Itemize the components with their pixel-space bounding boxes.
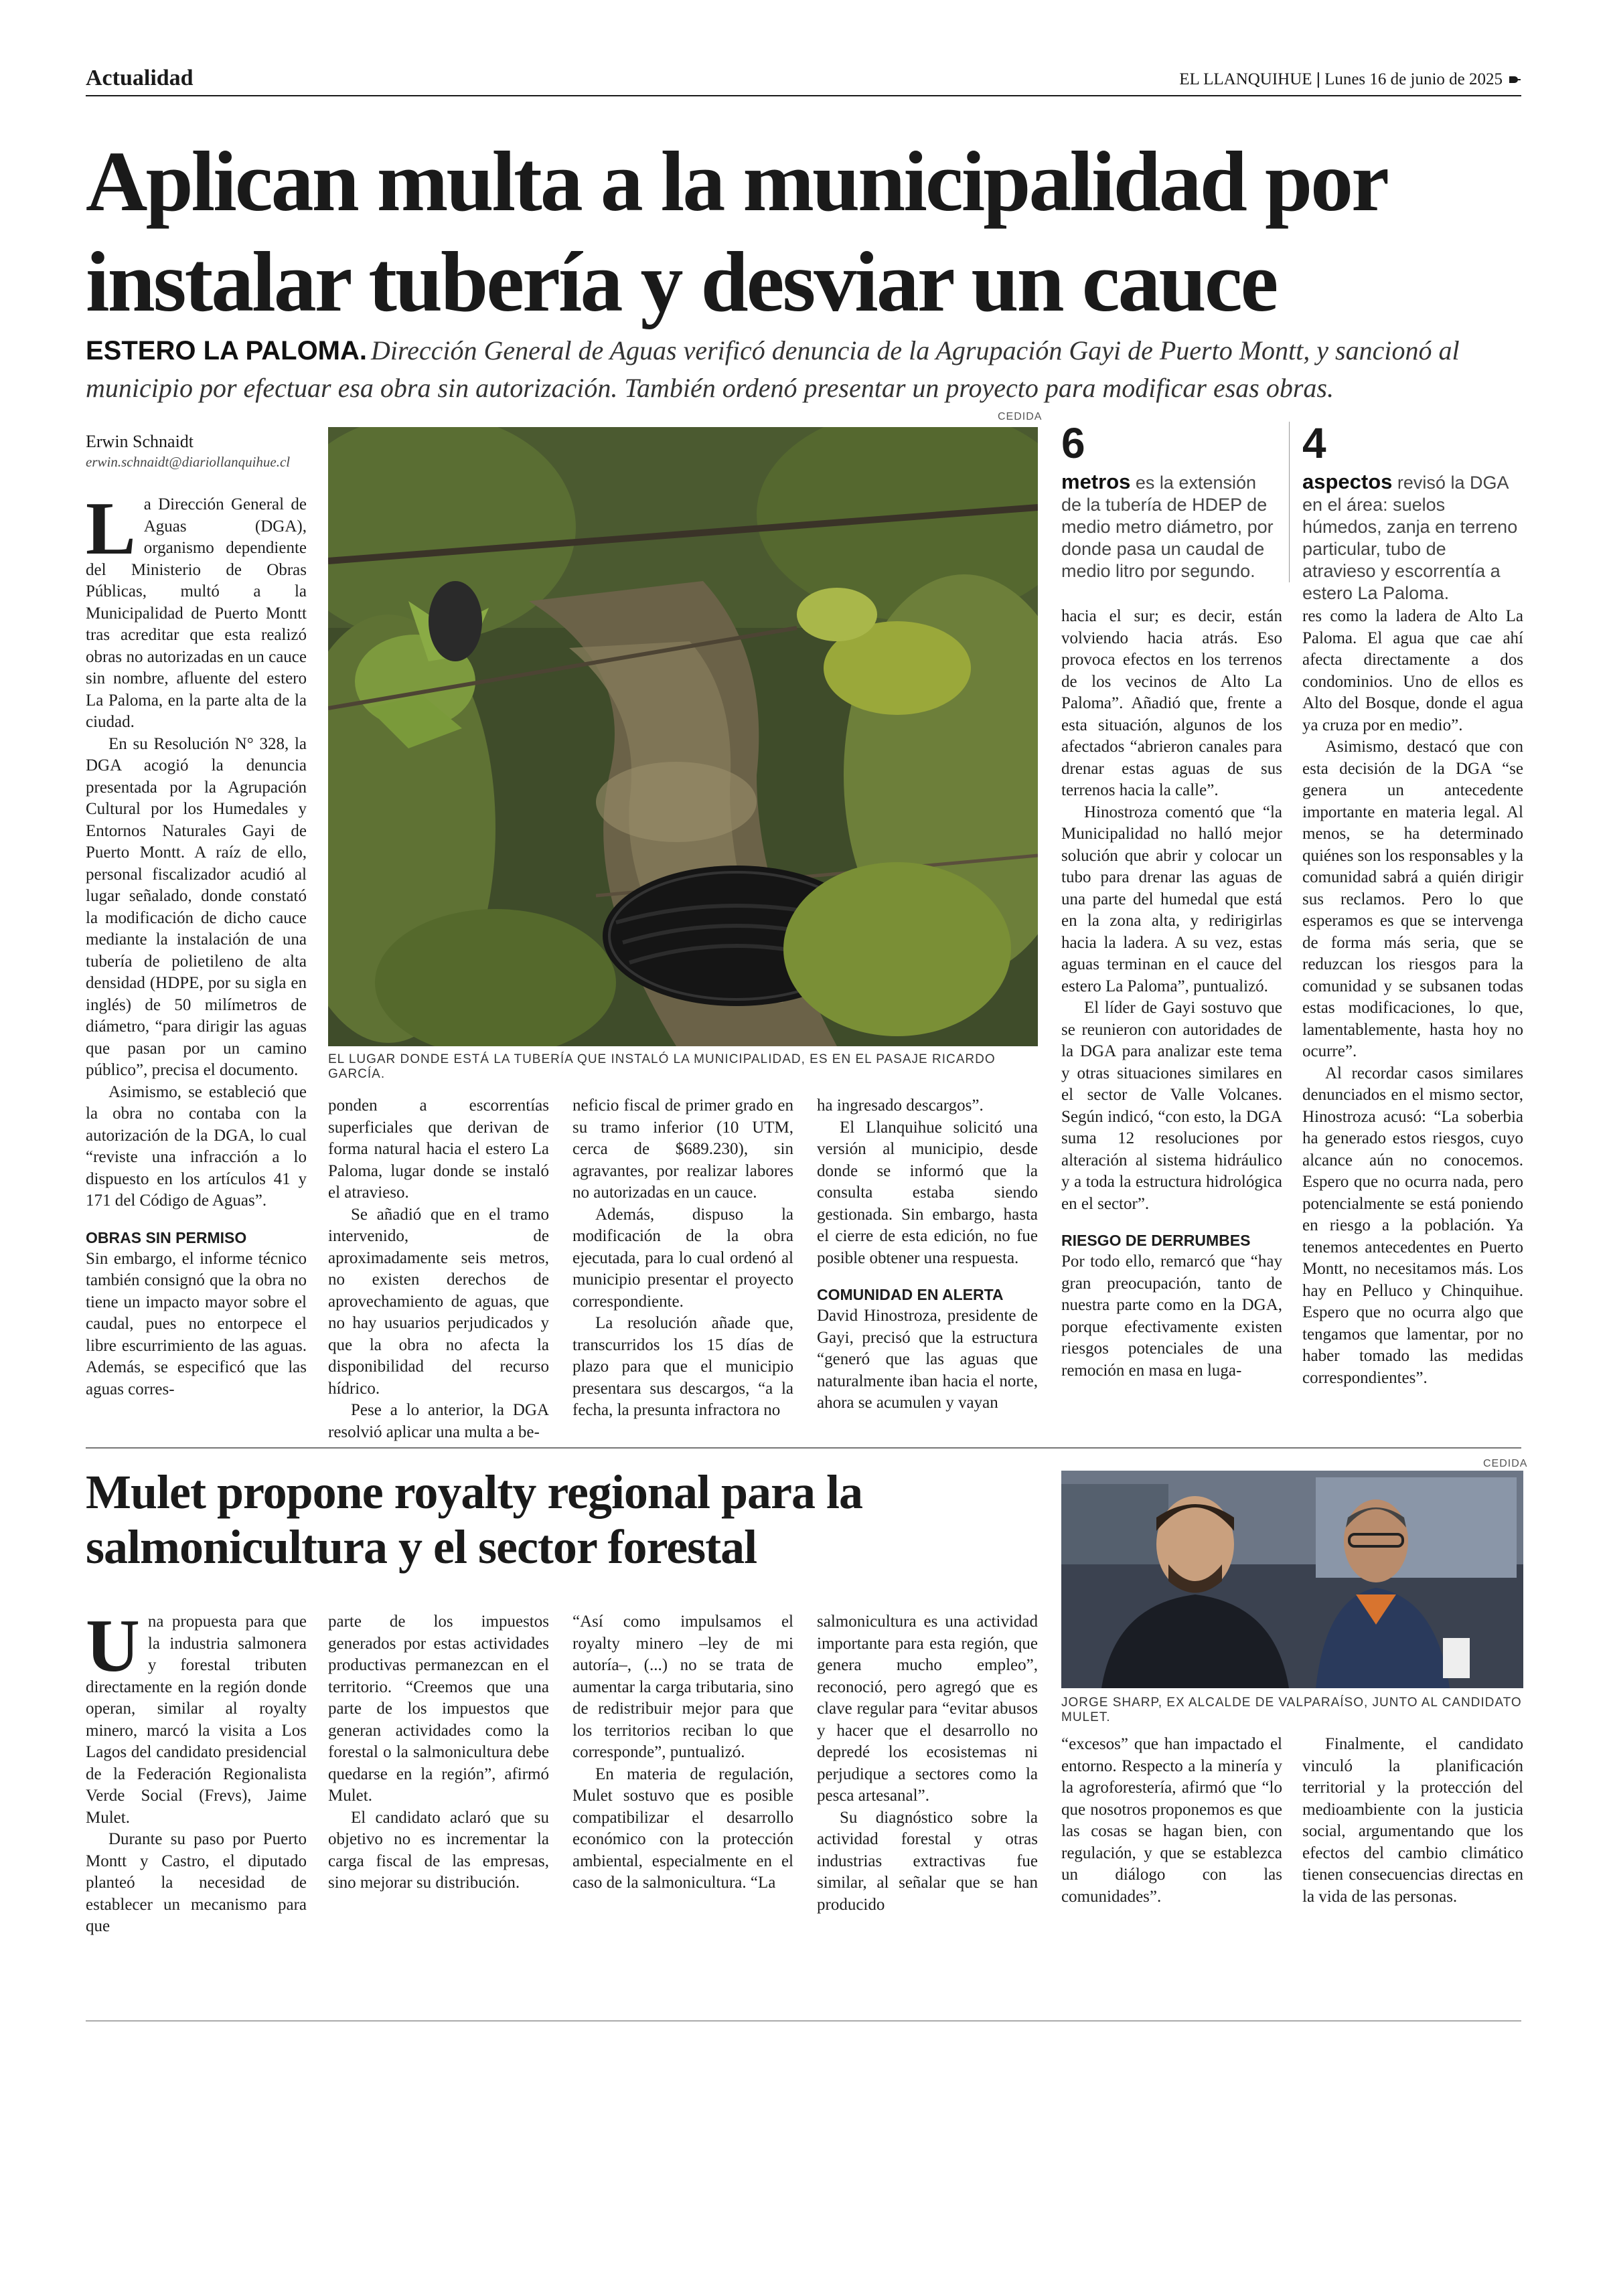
masthead: EL LLANQUIHUE | Lunes 16 de junio de 2025 [1179,70,1521,89]
author-email[interactable]: erwin.schnaidt@diariollanquihue.cl [86,454,291,470]
article2-column-6 [1302,1734,1523,1908]
newspaper-name: EL LLANQUIHUE [1179,70,1312,88]
paragraph: Asimismo, se estableció que la obra no contaba con la autorización de la DGA, lo cual “reviste una infracción a lo dispuesto en los artículos 41 y 171 del Código de Aguas”. [86,1082,307,1210]
paragraph: res como la ladera de Alto La Paloma. El agua que cae ahí afecta directamente a dos condominios. Uno de ellos es Alto del Bosque, donde el agua ya cruza por en medio”. [1302,607,1523,734]
stat-unit: metros [1061,470,1131,493]
culvert-photo-illustration [328,427,1038,1046]
stat-text: es la extensión de la tubería de HDEP de medio metro diámetro, por donde pasa un caudal de medio litro por segundo. [1061,473,1274,581]
paragraph: La resolución añade que, transcurridos los 15 días de plazo para que el municipio presentara sus descargos, “a la fecha, la presunta infractora no [572,1314,793,1419]
paragraph: Asimismo, destacó que con esta decisión de la DGA “se genera un antecedente importante en materia legal. Al menos, se ha determinado quiénes son los responsables y la comunidad sabrá a quién dirigir sus reclamos. Pero lo que esperamos es que se intervenga de forma más seria, que se reduzcan los riesgos para la comunidad y se subsanen todas estas modificaciones, lo que, lamentablemente, hasta hoy no ocurre”. [1302,738,1523,1060]
paragraph: Por todo ello, remarcó que “hay gran preocupación, tanto de nuestra parte como en la DGA, porque efectivamente existen riesgos potenciales de una remoción en masa en luga- [1061,1252,1282,1380]
stat-description [1061,471,1276,582]
divider [1289,422,1290,582]
paragraph: hacia el sur; es decir, están volviendo hacia atrás. Eso provoca efectos en los terrenos de los vecinos de Alto La Paloma”. Añadió que, frente a esta situación, algunos de los afectados “abrieron canales para drenar estas aguas de sus terrenos hacia la calle”. [1061,607,1282,799]
article2-column-2 [328,1611,549,1894]
stat-number: 6 [1061,419,1085,467]
second-headline: Mulet propone royalty regional para la salmonicultura y el sector forestal [86,1465,862,1574]
paragraph: ponden a escorrentías superficiales que derivan de forma natural hacia el estero La Paloma, lugar donde se instaló el atravieso. [328,1096,549,1202]
paragraph: parte de los impuestos generados por estas actividades productivas permanezcan en el territorio. “Creemos que una parte de los impuestos que generan actividades como la forestal o la salmonicultura debe quedarse en la región”, afirmó Mulet. [328,1613,549,1805]
article1-column-4 [817,1095,1038,1414]
article1-column-5 [1061,606,1282,1382]
paragraph: Además, dispuso la modificación de la obra ejecutada, para lo cual ordenó al municipio presentar el proyecto correspondiente. [572,1205,793,1311]
header-rule [86,95,1521,96]
subheading: OBRAS SIN PERMISO [86,1228,247,1246]
stat-number: 4 [1302,419,1326,467]
article1-column-6 [1302,606,1523,1389]
photo-caption: EL LUGAR DONDE ESTÁ LA TUBERÍA QUE INSTALÓ LA MUNICIPALIDAD, ES EN EL PASAJE RICARDO GARCÍA. [328,1052,996,1081]
article2-column-5 [1061,1734,1282,1908]
photo-caption: JORGE SHARP, EX ALCALDE DE VALPARAÍSO, JUNTO AL CANDIDATO MULET. [1061,1696,1522,1724]
main-headline: Aplican multa a la municipalidad por instalar tubería y desviar un cauce [86,134,1386,329]
paragraph: Al recordar casos similares denunciados en el mismo sector, Hinostroza acusó: “La soberbia ha generado estos riesgos, cuyo alcance aún no conocemos. Espero que no ocurra nada, pero potencialmente se está poniendo en riesgo a la población. Ya tenemos antecedentes en Puerto Montt, no necesitamos más. Los hay en Pelluco y Chinquihue. Espero que no ocurra algo que tengamos que lamentar, por no haber tomado las medidas correspondientes”. [1302,1064,1523,1387]
lead-text: Dirección General de Aguas verificó denuncia de la Agrupación Gayi de Puerto Montt, y sancionó al municipio por efectuar esa obra sin autorización. También ordenó presentar un proyecto para modificar esas obras. [86,335,1460,403]
lead-kicker: ESTERO LA PALOMA. [86,336,367,365]
lead-paragraph [86,332,1525,406]
article2-column-3 [572,1611,793,1894]
byline: Erwin Schnaidt [86,432,194,451]
paragraph: En su Resolución N° 328, la DGA acogió la denuncia presentada por la Agrupación Cultural por los Humedales y Entornos Naturales Gayi de Puerto Montt. A raíz de ello, personal fiscalizador acudió al lugar señalado, donde constató la modificación de dicho cauce mediante la instalación de una tubería de polietileno de alta densidad (HDPE, por su sigla en inglés) de 50 milímetros de diámetro, “para dirigir las aguas que pasan por un camino público”, precisa el documento. [86,734,307,1079]
paragraph: Sin embargo, el informe técnico también consignó que la obra no tiene un impacto mayor sobre el caudal, pues no entorpece el libre escurrimiento de las aguas. Además, se especificó que las aguas corres- [86,1249,307,1398]
paragraph: Finalmente, el candidato vinculó la planificación territorial y la protección del medioambiente con la justicia social, argumentando que los efectos del cambio climático tienen consecuencias directas en la vida de las personas. [1302,1735,1523,1906]
stat-text: revisó la DGA en el área: suelos húmedos, zanja en terreno particular, tubo de atravieso y escorrentía a estero La Paloma. [1302,473,1518,603]
paragraph: Durante su paso por Puerto Montt y Castro, el diputado planteó la necesidad de establecer un mecanismo para que [86,1830,307,1935]
photo-credit: CEDIDA [998,411,1043,422]
article2-column-1 [86,1605,307,1938]
issue-date: Lunes 16 de junio de 2025 [1324,70,1503,88]
paragraph: “Así como impulsamos el royalty minero –ley de mi autoría–, (...) no se trata de aumentar la carga tributaria, sino de redistribuir mejor para que los territorios reciban lo que corresponde”, puntualizó. [572,1613,793,1761]
culvert-photo [328,427,1038,1046]
paragraph: Hinostroza comentó que “la Municipalidad no halló mejor solución que abrir y colocar un tubo para drenar las aguas de una parte del humedal que está en la zona alta, y redirigirlas hacia la ladera. A su vez, estas aguas terminan en el cauce del estero La Paloma”, puntualizó. [1061,803,1282,995]
subheading: COMUNIDAD EN ALERTA [817,1286,1004,1303]
stat-unit: aspectos [1302,470,1393,493]
paragraph: neficio fiscal de primer grado en su tramo inferior (10 UTM, cerca de $689.230), sin agravantes, por realizar labores no autorizadas en un cauce. [572,1096,793,1202]
paragraph: El líder de Gayi sostuvo que se reunieron con autoridades de la DGA para analizar este tema y otras situaciones similares en el sector de Valle Volcanes. Según indicó, “con esto, la DGA suma 12 resoluciones por alteración al sistema hidráulico y a toda la estructura hidrológica en el sector”. [1061,999,1282,1213]
paragraph: a Dirección General de Aguas (DGA), organismo dependiente del Ministerio de Obras Públicas, multó a la Municipalidad de Puerto Montt tras acreditar que esta realizó obras no autorizadas en un cauce sin nombre, afluente del estero La Paloma, en la parte alta de la ciudad. [86,495,307,731]
paragraph: Se añadió que en el tramo intervenido, de aproximadamente seis metros, no existen derechos de aprovechamiento de aguas, que no hay usuarios perjudicados y que la obra no afecta la disponibilidad del recurso hídrico. [328,1205,549,1398]
candidates-photo [1061,1471,1523,1688]
dropcap: U [86,1605,140,1688]
paragraph: na propuesta para que la industria salmonera y forestal tributen directamente en la región donde operan, similar al royalty minero, marcó la visita a Los Lagos del candidato presidencial de la Federación Regionalista Verde Social (Frevs), Jaime Mulet. [86,1613,307,1827]
paragraph: El Llanquihue solicitó una versión al municipio, desde donde se informó que la consulta estaba siendo gestionada. Sin embargo, hasta el cierre de esta edición, no fue posible obtener una respuesta. [817,1118,1038,1267]
bottom-rule [86,2020,1521,2022]
section-label: Actualidad [86,66,194,90]
article-separator [86,1447,1521,1449]
paragraph: El candidato aclaró que su objetivo no es incrementar la carga fiscal de las empresas, sino mejorar su distribución. [328,1808,549,1892]
paragraph: ha ingresado descargos”. [817,1096,984,1115]
page-arrow-icon [1508,74,1521,85]
paragraph: Pese a lo anterior, la DGA resolvió aplicar una multa a be- [328,1401,549,1441]
paragraph: salmonicultura es una actividad importante para esta región, que genera mucho empleo”, reconoció, pero agregó que es clave regular para “evitar abusos y hacer que el desarrollo no depredé los ecosistemas ni perjudique a sectores como la pesca artesanal”. [817,1613,1038,1805]
article1-column-3 [572,1095,793,1422]
article2-column-4 [817,1611,1038,1916]
stat-description [1302,471,1523,604]
paragraph: En materia de regulación, Mulet sostuvo que es posible compatibilizar el desarrollo económico con la protección ambiental, especialmente en el caso de la salmonicultura. “La [572,1765,793,1892]
paragraph: “excesos” que han impactado el entorno. Respecto a la minería y la agroforestería, afirmó que “lo que nosotros proponemos es que las cosas se hagan bien, con regulación, y que se establezca un diálogo con las comunidades”. [1061,1735,1282,1906]
candidates-photo-illustration [1061,1471,1523,1688]
paragraph: Su diagnóstico sobre la actividad forestal y otras industrias extractivas fue similar, al señalar que se han producido [817,1808,1038,1914]
article1-column-1 [86,487,307,1400]
subheading: RIESGO DE DERRUMBES [1061,1232,1251,1249]
paragraph: David Hinostroza, presidente de Gayi, precisó que la estructura “generó que las aguas que naturalmente iban hacia el norte, ahora se acumulen y vayan [817,1307,1038,1412]
photo-credit: CEDIDA [1483,1458,1528,1469]
dropcap: L [86,487,136,570]
article1-column-2 [328,1095,549,1443]
